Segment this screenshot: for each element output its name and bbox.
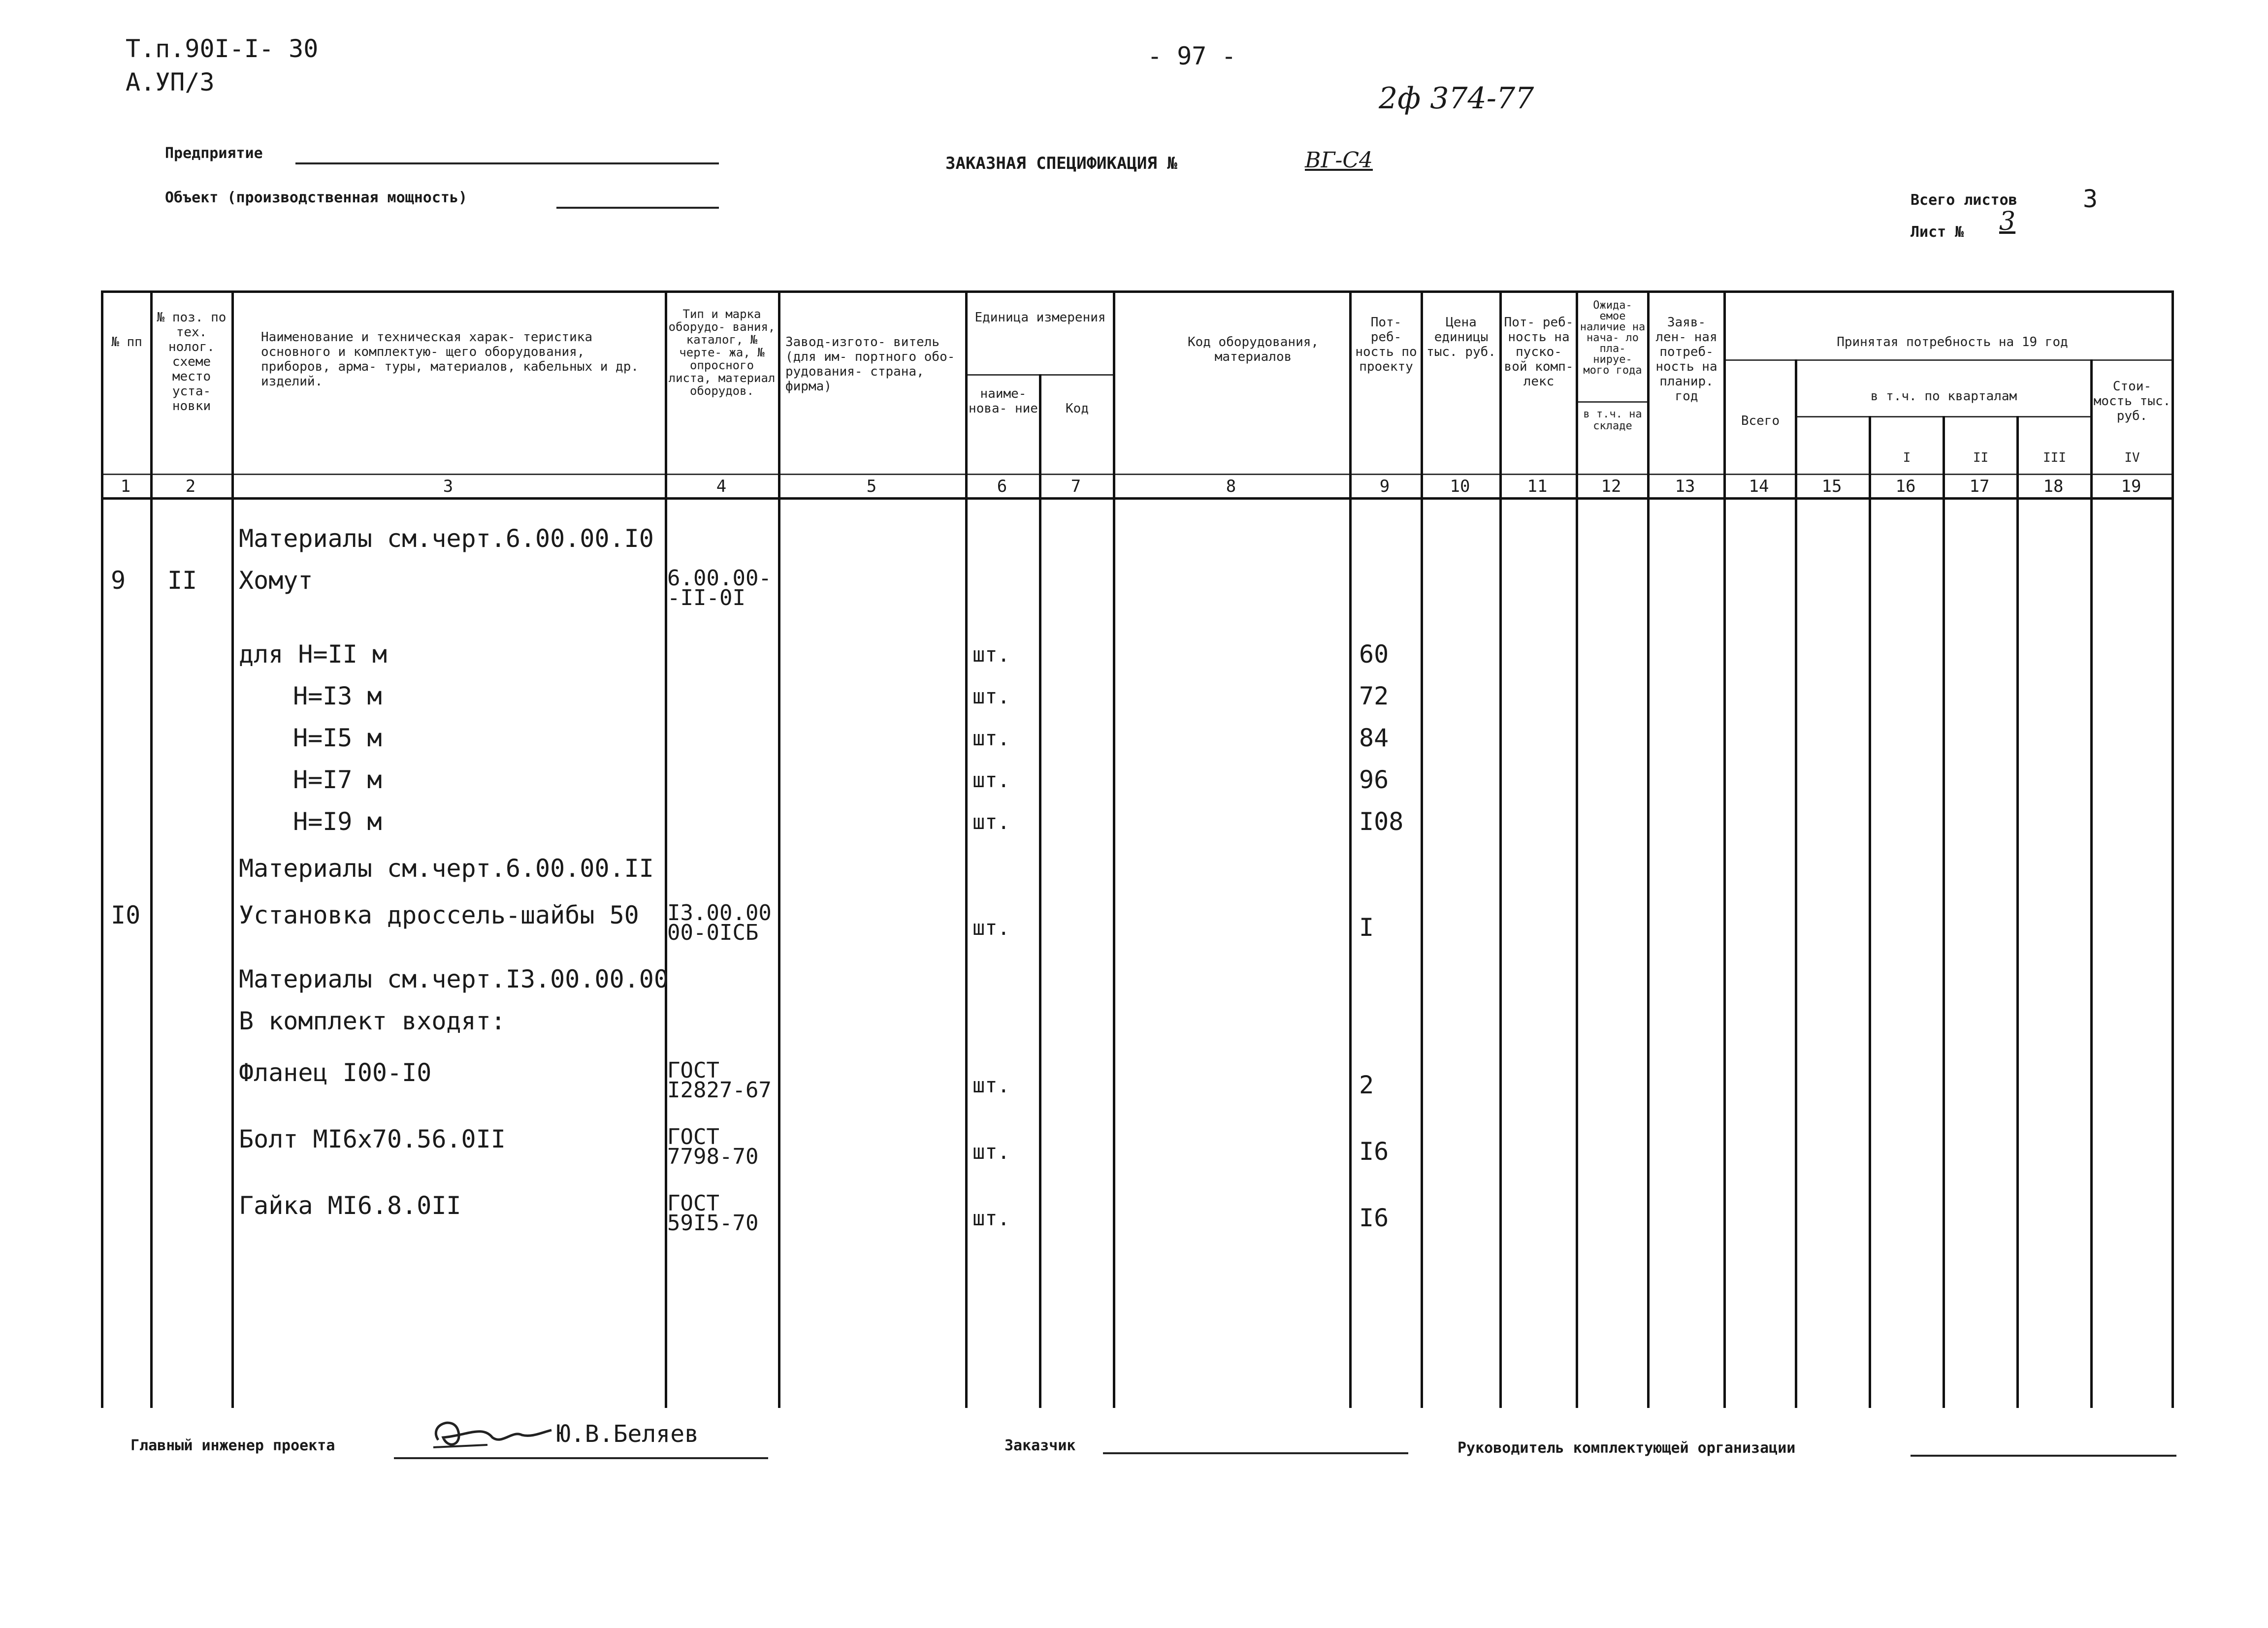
- cell-pos: II: [167, 566, 197, 595]
- cell-name: Хомут: [239, 566, 313, 595]
- cell-unit: шт.: [972, 768, 1010, 792]
- column-number: 11: [1527, 477, 1548, 496]
- cell-qty: I6: [1359, 1204, 1389, 1232]
- hdr-col14: Всего: [1741, 414, 1780, 428]
- col-border-6: [1039, 374, 1041, 1408]
- signature: [419, 1410, 556, 1455]
- hdr-q2: II: [1973, 450, 1989, 465]
- cell-name: Н=I9 м: [293, 807, 382, 836]
- object-line: [556, 207, 719, 209]
- cell-name: Гайка МI6.8.0II: [239, 1191, 461, 1220]
- col-border-8: [1349, 290, 1352, 1408]
- column-number: 4: [716, 477, 727, 496]
- hdr-col12-sub: в т.ч. на складе: [1583, 408, 1642, 432]
- col-border-9: [1421, 290, 1423, 1408]
- cell-qty: 2: [1359, 1071, 1374, 1099]
- column-number: 6: [997, 477, 1007, 496]
- sheet-label: Лист №: [1911, 223, 1964, 241]
- col-border-16: [1943, 416, 1945, 1408]
- cell-qty: 72: [1359, 682, 1389, 710]
- colnum-bottom-border: [101, 497, 2174, 500]
- column-number: 9: [1379, 477, 1390, 496]
- column-number: 5: [866, 477, 877, 496]
- chief-engineer-label: Главный инженер проекта: [130, 1437, 335, 1454]
- column-number: 1: [120, 477, 131, 496]
- object-label: Объект (производственная мощность): [165, 189, 468, 206]
- col-border-0: [101, 290, 103, 1408]
- col-border-15: [1869, 416, 1871, 1408]
- cell-unit: шт.: [972, 684, 1010, 708]
- column-number: 7: [1070, 477, 1081, 496]
- album-code: А.УП/3: [126, 68, 215, 96]
- chief-engineer-name: Ю.В.Беляев: [556, 1420, 699, 1448]
- cell-name: Болт МI6х70.56.0II: [239, 1125, 506, 1153]
- enterprise-line: [295, 162, 719, 164]
- col-border-13: [1723, 290, 1726, 1408]
- cell-unit: шт.: [972, 810, 1010, 834]
- hdr-col14-18: Принятая потребность на 19 год: [1837, 335, 2068, 350]
- cell-qty: 96: [1359, 766, 1389, 794]
- cell-name: для Н=II м: [239, 640, 388, 669]
- hdr-col7: Код: [1066, 401, 1089, 416]
- page-number: - 97 -: [1147, 42, 1236, 70]
- hdr-col2: № поз. по тех. нолог. схеме место уста- новки: [157, 310, 227, 414]
- col-border-17: [2016, 416, 2019, 1408]
- col-border-5: [965, 290, 968, 1408]
- hdr-col4: Тип и марка оборудо- вания, каталог, № черте- жа, № опросного листа, материал оборудов.: [668, 307, 776, 398]
- cell-unit: шт.: [972, 1073, 1010, 1097]
- column-number: 17: [1969, 477, 1990, 496]
- enterprise-label: Предприятие: [165, 145, 263, 162]
- column-number: 15: [1821, 477, 1842, 496]
- column-number: 13: [1675, 477, 1695, 496]
- cell-name: В комплект входят:: [239, 1007, 506, 1035]
- cell-name: Н=I3 м: [293, 682, 382, 710]
- spec-number: ВГ-С4: [1305, 148, 1373, 173]
- cell-qty: 60: [1359, 640, 1389, 669]
- hdr-col6-7: Единица измерения: [974, 310, 1106, 325]
- hdr-col5: Завод-изгото- витель (для им- портного обо- рудования- страна, фирма): [785, 335, 955, 394]
- total-sheets-label: Всего листов: [1911, 192, 2017, 209]
- cell-name: Н=I5 м: [293, 724, 382, 752]
- cell-unit: шт.: [972, 642, 1010, 667]
- customer-label: Заказчик: [1004, 1437, 1076, 1454]
- cell-type: 6.00.00- -II-0I: [667, 566, 772, 610]
- hdr-q4: IV: [2124, 450, 2140, 465]
- cell-pp: I0: [111, 901, 141, 929]
- col-border-12: [1647, 290, 1650, 1408]
- col-border-1: [150, 290, 153, 1408]
- column-number: 8: [1226, 477, 1236, 496]
- col-border-7: [1113, 290, 1115, 1408]
- col-border-18: [2090, 359, 2093, 1408]
- col-border-4: [778, 290, 780, 1408]
- cell-pp: 9: [111, 566, 126, 595]
- accepted-subheader-line: [1723, 359, 2174, 361]
- hdr-col12: Ожида- емое наличие на нача- ло пла- нируе- мого года: [1580, 299, 1646, 377]
- column-number: 18: [2043, 477, 2064, 496]
- hdr-col15-18: в т.ч. по кварталам: [1870, 389, 2017, 404]
- cell-qty: 84: [1359, 724, 1389, 752]
- cell-unit: шт.: [972, 1206, 1010, 1230]
- col-border-10: [1499, 290, 1502, 1408]
- hdr-col6: наиме- нова- ние: [969, 386, 1038, 416]
- document-code: Т.п.90I-I- 30: [126, 34, 319, 63]
- cell-name: Материалы см.черт.6.00.00.I0: [239, 524, 654, 553]
- cell-qty: I08: [1359, 807, 1404, 836]
- col-border-3: [665, 290, 667, 1408]
- col-border-19: [2171, 290, 2174, 1408]
- col-border-11: [1576, 290, 1578, 1408]
- hdr-col3: Наименование и техническая харак- теристика основного и комплектую- щего оборудования, приборов, арма- туры, материалов, кабельных и др. изделий.: [261, 330, 639, 389]
- customer-line: [1103, 1452, 1408, 1454]
- col-border-2: [231, 290, 234, 1408]
- column-number: 12: [1601, 477, 1621, 496]
- hdr-col10: Цена единицы тыс. руб.: [1426, 315, 1496, 359]
- cell-qty: I: [1359, 913, 1374, 942]
- cell-type: ГОСТ 59I5-70: [667, 1191, 759, 1236]
- column-number: 16: [1895, 477, 1916, 496]
- cell-type: ГОСТ 7798-70: [667, 1124, 759, 1169]
- cell-name: Н=I7 м: [293, 766, 382, 794]
- column-number: 10: [1450, 477, 1470, 496]
- column-number: 14: [1749, 477, 1769, 496]
- cell-name: Материалы см.черт.6.00.00.II: [239, 854, 654, 883]
- hdr-q3: III: [2043, 450, 2066, 465]
- hdr-col8: Код оборудования, материалов: [1187, 335, 1319, 364]
- sheet-value: 3: [1999, 207, 2016, 236]
- cell-name: Фланец I00-I0: [239, 1058, 432, 1087]
- hdr-col9: Пот- реб- ность по проекту: [1355, 315, 1417, 374]
- supplier-head-label: Руководитель комплектующей организации: [1458, 1439, 1796, 1457]
- cell-unit: шт.: [972, 916, 1010, 940]
- total-sheets-value: 3: [2083, 185, 2098, 213]
- hdr-col11: Пот- реб- ность на пуско- вой комп- лекс: [1504, 315, 1574, 389]
- col-border-14: [1795, 359, 1797, 1408]
- chief-engineer-line: [394, 1457, 768, 1459]
- cell-unit: шт.: [972, 1140, 1010, 1164]
- header-bottom-border: [101, 474, 2174, 475]
- column-number: 3: [443, 477, 454, 496]
- supplier-head-line: [1911, 1455, 2176, 1457]
- hdr-col13: Заяв- лен- ная потреб- ность на планир. год: [1655, 315, 1717, 404]
- hdr-col19: Стои- мость тыс. руб.: [2093, 379, 2171, 423]
- cell-name: Материалы см.черт.I3.00.00.00: [239, 965, 669, 993]
- spec-title: ЗАКАЗНАЯ СПЕЦИФИКАЦИЯ №: [945, 154, 1177, 173]
- hdr-q1: I: [1903, 450, 1911, 465]
- table-top-border: [101, 290, 2174, 293]
- column-number: 19: [2121, 477, 2141, 496]
- registration-number: 2ф 374-77: [1379, 81, 1534, 116]
- cell-unit: шт.: [972, 726, 1010, 750]
- column-number: 2: [185, 477, 196, 496]
- cell-qty: I6: [1359, 1137, 1389, 1166]
- cell-type: ГОСТ I2827-67: [667, 1058, 772, 1103]
- stock-subheader-line: [1576, 401, 1647, 403]
- cell-type: I3.00.00 00-0IСБ: [667, 900, 772, 945]
- cell-name: Установка дроссель-шайбы 50: [239, 901, 639, 929]
- hdr-col1: № пп: [111, 335, 142, 350]
